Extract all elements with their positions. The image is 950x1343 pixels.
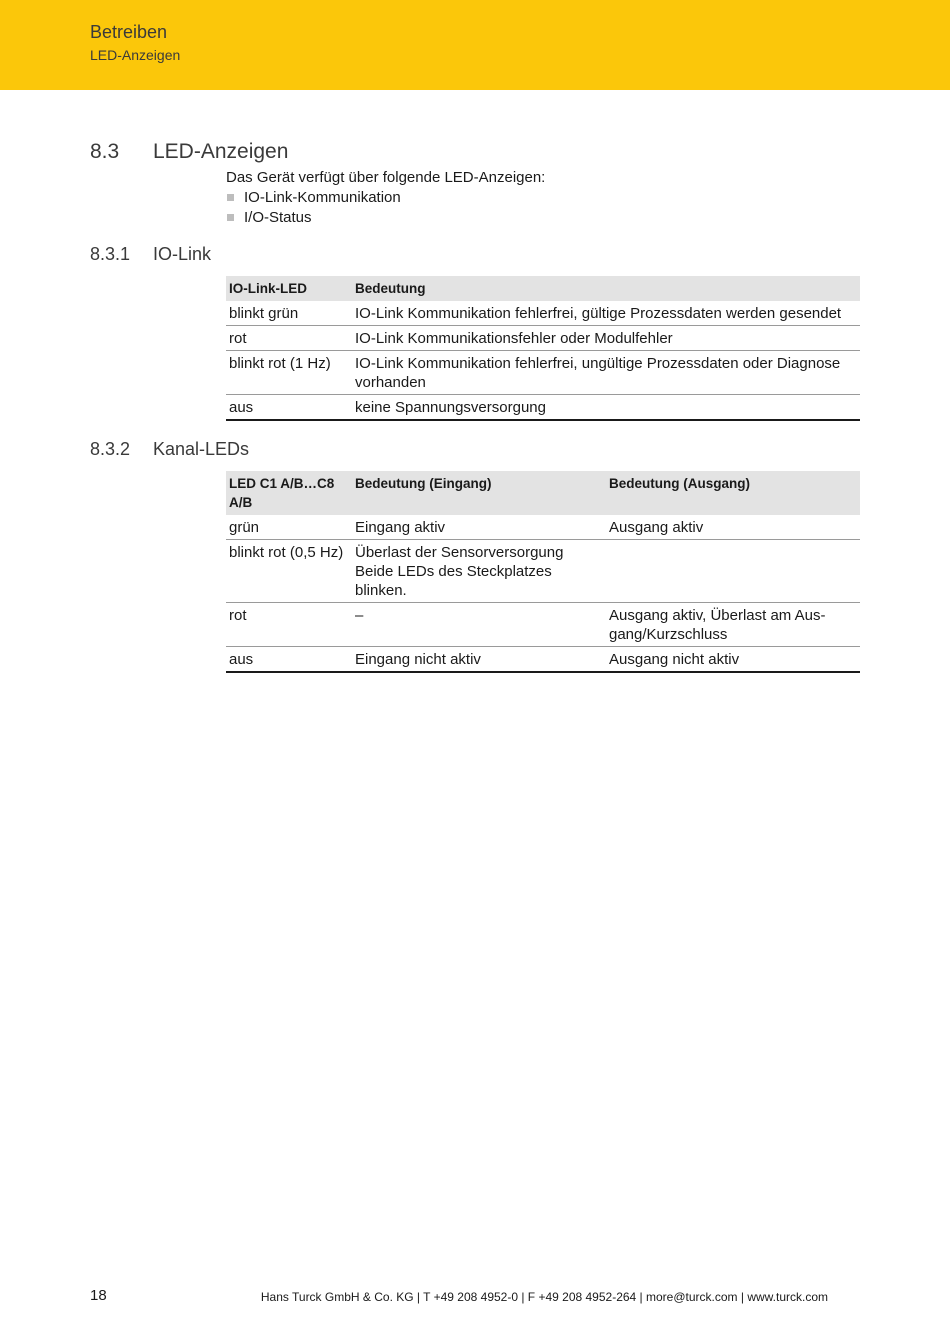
table-cell: blinkt rot (1 Hz): [226, 351, 352, 395]
subsection-title: IO-Link: [153, 244, 212, 264]
column-header: Bedeutung (Eingang): [352, 471, 606, 515]
table-cell: –: [352, 603, 606, 647]
footer-contact: Hans Turck GmbH & Co. KG | T +49 208 4952-0 | F +49 208 4952-264 | more@turck.com | www.turck.com: [260, 1290, 828, 1304]
square-bullet-icon: [227, 214, 234, 221]
chapter-subtitle: LED-Anzeigen: [90, 47, 181, 63]
table-row: [226, 326, 860, 351]
table-row: [226, 301, 860, 326]
header-band: [0, 0, 950, 90]
column-header: Bedeutung (Ausgang): [606, 471, 860, 515]
intro-block: [226, 168, 545, 228]
table-row: [226, 540, 860, 603]
kanal-led-table: [226, 471, 860, 673]
column-header: IO-Link-LED: [226, 276, 352, 301]
bullet-list: [226, 188, 545, 228]
table-cell: Überlast der Sensorversorgung Beide LEDs des Steckplatzes blinken.: [352, 540, 606, 603]
section-title: LED-Anzeigen: [153, 140, 289, 163]
table-cell: Ausgang aktiv: [606, 515, 860, 540]
table-cell: rot: [226, 326, 352, 351]
table-cell: Eingang aktiv: [352, 515, 606, 540]
table-cell: blinkt grün: [226, 301, 352, 326]
table-cell: blinkt rot (0,5 Hz): [226, 540, 352, 603]
chapter-title: Betreiben: [90, 22, 168, 42]
table-row: [226, 351, 860, 395]
list-item: IO-Link-Kommunikation: [226, 188, 545, 208]
table-row: [226, 395, 860, 421]
table-cell: aus: [226, 647, 352, 673]
list-item: I/O-Status: [226, 208, 545, 228]
table-cell: keine Spannungsversorgung: [352, 395, 860, 421]
table-cell: Eingang nicht aktiv: [352, 647, 606, 673]
page-number: 18: [90, 1287, 107, 1304]
table-cell: IO-Link Kommunikation fehlerfrei, ungültige Prozessdaten oder Diagnose vorhanden: [352, 351, 860, 395]
table-cell: [606, 540, 860, 603]
table-cell: aus: [226, 395, 352, 421]
square-bullet-icon: [227, 194, 234, 201]
section-number: 8.3: [90, 140, 120, 163]
subsection-number: 8.3.1: [90, 244, 131, 264]
table-cell: rot: [226, 603, 352, 647]
column-header: LED C1 A/B…C8 A/B: [226, 471, 352, 515]
table-cell: grün: [226, 515, 352, 540]
table-row: [226, 603, 860, 647]
table-header-row: [226, 471, 860, 515]
column-header: Bedeutung: [352, 276, 860, 301]
table-cell: IO-Link Kommunikationsfehler oder Modulfehler: [352, 326, 860, 351]
iolink-led-table: [226, 276, 860, 421]
table-cell: Ausgang aktiv, Überlast am Aus-gang/Kurzschluss: [606, 603, 860, 647]
table-cell: IO-Link Kommunikation fehlerfrei, gültige Prozessdaten werden gesendet: [352, 301, 860, 326]
table-header-row: [226, 276, 860, 301]
subsection-number: 8.3.2: [90, 439, 131, 459]
table-row: [226, 515, 860, 540]
table-row: [226, 647, 860, 673]
intro-text: Das Gerät verfügt über folgende LED-Anzeigen:: [226, 169, 546, 186]
subsection-title: Kanal-LEDs: [153, 439, 250, 459]
table-cell: Ausgang nicht aktiv: [606, 647, 860, 673]
